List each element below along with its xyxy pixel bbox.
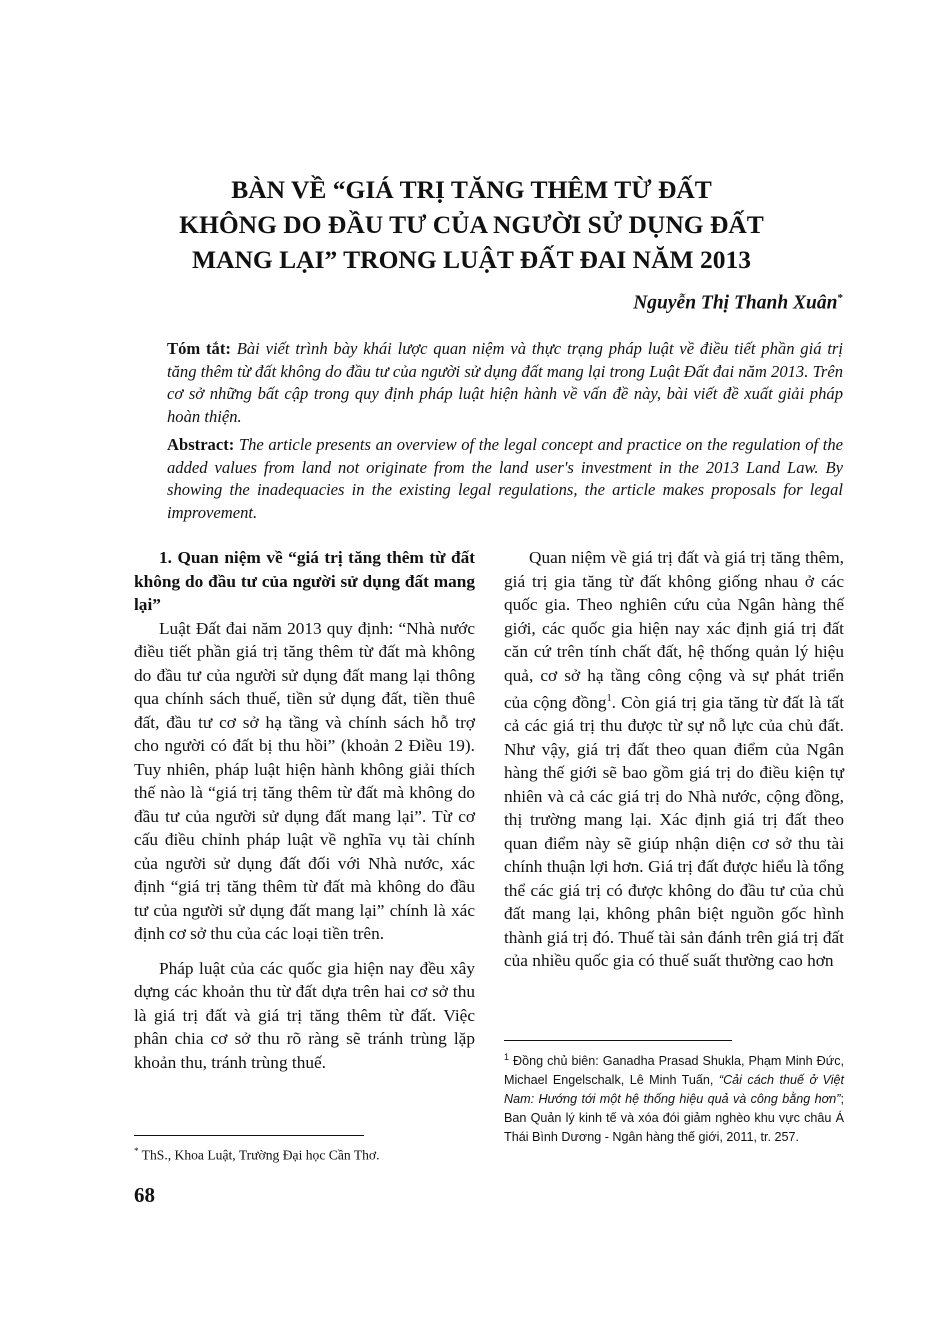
abstract-vietnamese bbox=[167, 338, 843, 429]
left-paragraph-2: Pháp luật của các quốc gia hiện nay đều xây dựng các khoản thu từ đất dựa trên hai cơ sở thu là giá trị đất và giá trị tăng thêm từ đất. Việc phân chia cơ sở thu rõ ràng sẽ tránh trùng lặp khoản thu, tránh trùng thuế. bbox=[134, 958, 475, 1072]
footnote-ref1-authors: Đồng chủ biên: Ganadha Prasad Shukla, Phạm Minh Đức, Michael Engelschalk, Lê Minh Tuấn, bbox=[504, 1054, 845, 1088]
right-paragraph-1 bbox=[504, 546, 844, 973]
footnote-author bbox=[134, 1142, 475, 1165]
author-marker: * bbox=[837, 292, 843, 304]
footnote-ref1-marker: 1 bbox=[504, 1052, 510, 1062]
article-title bbox=[120, 172, 823, 277]
abstract-vi-label: Tóm tắt: bbox=[167, 339, 231, 358]
abstract-vi-text: Bài viết trình bày khái lược quan niệm và thực trạng pháp luật về điều tiết phần giá trị tăng thêm từ đất không do đầu tư của người sử dụng đất mang lại trong Luật Đất đai năm 2013. Trên cơ sở những bất cập trong quy định pháp luật hiện hành về vấn đề này, bài viết đề xuất giải pháp hoàn thiện. bbox=[167, 339, 844, 427]
right-column bbox=[504, 546, 844, 973]
title-line-2: KHÔNG DO ĐẦU TƯ CỦA NGƯỜI SỬ DỤNG ĐẤT bbox=[179, 210, 764, 239]
footnote-ref-1: 1 bbox=[606, 693, 612, 704]
left-column bbox=[134, 546, 475, 1074]
page-number: 68 bbox=[134, 1183, 155, 1207]
footnote-author-marker: * bbox=[134, 1146, 139, 1156]
footnote-reference-1 bbox=[504, 1048, 844, 1147]
author-byline bbox=[633, 292, 843, 315]
abstract-en-label: Abstract: bbox=[167, 435, 235, 454]
footnote-divider-left bbox=[134, 1135, 364, 1136]
title-line-1: BÀN VỀ “GIÁ TRỊ TĂNG THÊM TỪ ĐẤT bbox=[231, 175, 712, 204]
footnote-ref1-rest: ; Ban Quản lý kinh tế và xóa đói giảm nghèo khu vực châu Á Thái Bình Dương - Ngân hàng thế giới, 2011, tr. 257. bbox=[504, 1092, 844, 1145]
right-paragraph-1-part-2: . Còn giá trị gia tăng từ đất là tất cả các giá trị thu được từ sự nỗ lực của chủ đất. Như vậy, giá trị đất theo quan điểm của Ngân hàng thế giới sẽ bao gồm giá trị do điều kiện tự nhiên và cả các giá trị do Nhà nước, cộng đồng, thị trường mang lại. Xác định giá trị đất theo quan điểm này sẽ giúp nhận diện cơ sở thu tài chính thuận lợi hơn. Giá trị đất được hiểu là tổng thể các giá trị có được không do đầu tư của chủ đất mang lại, không phân biệt nguồn gốc hình thành giá trị đó. Thuế tài sản đánh trên giá trị đất của nhiều quốc gia có thuế suất thường cao hơn bbox=[504, 692, 845, 971]
left-paragraph-1: Luật Đất đai năm 2013 quy định: “Nhà nước điều tiết phần giá trị tăng thêm từ đất mà không do đầu tư của người sử dụng đất mang lại thông qua chính sách thuế, tiền sử dụng đất, tiền thuê đất, đầu tư cơ sở hạ tầng và chính sách hỗ trợ cho người có đất bị thu hồi” (khoản 2 Điều 19). Tuy nhiên, pháp luật hiện hành không giải thích thế nào là “giá trị tăng thêm từ đất mà không do đầu tư của người sử dụng đất mang lại”. Từ cơ cấu điều chỉnh pháp luật về nghĩa vụ tài chính của người sử dụng đất đối với Nhà nước, xác định “giá trị tăng thêm từ đất mà không do đầu tư của người sử dụng đất mang lại” chính là xác định cơ sở thu của các loại tiền trên. bbox=[134, 618, 475, 943]
title-line-3: MANG LẠI” TRONG LUẬT ĐẤT ĐAI NĂM 2013 bbox=[192, 245, 751, 274]
footnote-ref1-title: “Cải cách thuế ở Việt Nam: Hướng tới một hệ thống hiệu quả và công bằng hơn” bbox=[504, 1073, 844, 1107]
footnote-divider-right bbox=[504, 1040, 732, 1041]
right-paragraph-1-part-1: Quan niệm về giá trị đất và giá trị tăng thêm, giá trị gia tăng từ đất không giống nhau ở các quốc gia. Theo nghiên cứu của Ngân hàng thế giới, các quốc gia hiện nay xác định giá trị đất căn cứ trên tính chất đất, hệ thống quản lý hiệu quả, cơ sở hạ tầng công cộng và sự phát triển của cộng đồng bbox=[504, 548, 844, 712]
author-name: Nguyễn Thị Thanh Xuân bbox=[633, 292, 838, 314]
section-heading: 1. Quan niệm về “giá trị tăng thêm từ đất không do đầu tư của người sử dụng đất mang lại” bbox=[134, 548, 475, 614]
footnote-author-text: ThS., Khoa Luật, Trường Đại học Cần Thơ. bbox=[141, 1147, 380, 1163]
abstract-en-text: The article presents an overview of the legal concept and practice on the regulation of the added values from land not originate from the land user's investment in the 2013 Land Law. By showing the inadequacies in the existing legal regulations, the article makes proposals for legal improvement. bbox=[167, 435, 843, 523]
abstract-english bbox=[167, 434, 843, 525]
